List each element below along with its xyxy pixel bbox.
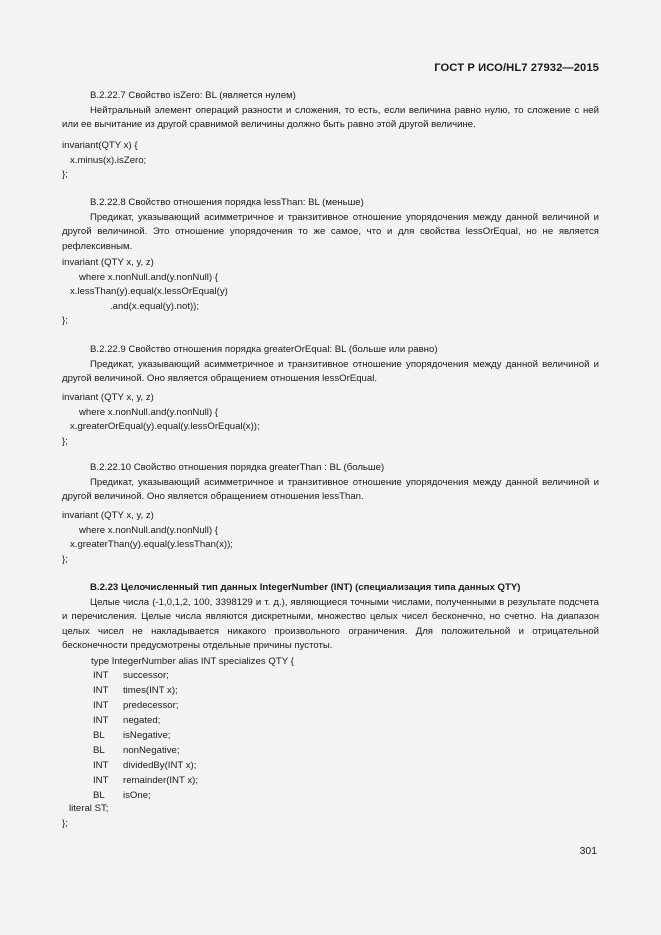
section-integer-number [62, 581, 599, 654]
member-type: INT [93, 670, 109, 681]
code-line: where x.nonNull.and(y.nonNull) { [79, 406, 219, 418]
section-heading: B.2.22.7 Свойство isZero: BL (является нулем) [90, 90, 296, 101]
member-name: dividedBy(INT x); [123, 760, 197, 771]
code-line: x.lessThan(y).equal(x.lessOrEqual(y) [70, 286, 228, 298]
code-line: }; [62, 169, 68, 181]
member-type: BL [93, 745, 105, 756]
section-heading: B.2.22.8 Свойство отношения порядка lessThan: BL (меньше) [90, 197, 364, 208]
code-line: x.greaterThan(y).equal(y.lessThan(x)); [70, 539, 233, 551]
code-less-than [62, 256, 599, 329]
code-line: x.minus(x).isZero; [70, 154, 147, 166]
code-line: invariant (QTY x, y, z) [62, 510, 154, 521]
member-name: times(INT x); [123, 685, 178, 696]
code-line: }; [62, 315, 68, 327]
section-text: Целые числа (-1,0,1,2, 100, 3398129 и т. д.), являющиеся точными числами, полученными в результате подсчета и перечисления. Целые числа являются дискретными, множество целых чисел бесконечно, но счетно. На диапазон целых чисел не накладывается никакого произвольного ограничения. Для положительной и отрицательной бесконечности предусмотрены отдельные причины пустоты. [62, 596, 599, 652]
member-type: INT [93, 700, 109, 711]
list-item [93, 743, 198, 758]
section-heading: B.2.22.9 Свойство отношения порядка greaterOrEqual: BL (больше или равно) [90, 344, 438, 355]
code-line: invariant (QTY x, y, z) [62, 392, 154, 403]
list-item [93, 713, 198, 728]
member-name: negated; [123, 715, 161, 726]
section-greater-than [62, 461, 599, 505]
member-name: successor; [123, 670, 169, 681]
code-line: where x.nonNull.and(y.nonNull) { [79, 524, 219, 536]
document-header: ГОСТ Р ИСО/HL7 27932—2015 [434, 62, 599, 74]
member-name: predecessor; [123, 700, 179, 711]
list-item [93, 758, 198, 773]
page-number: 301 [579, 846, 597, 857]
member-name: remainder(INT x); [123, 775, 198, 786]
list-item [93, 728, 198, 743]
list-item [93, 698, 198, 713]
code-greater-or-equal [62, 391, 599, 449]
code-greater-than [62, 509, 599, 567]
member-type: INT [93, 685, 109, 696]
code-line: invariant(QTY x) { [62, 140, 138, 151]
member-name: nonNegative; [123, 745, 180, 756]
member-name: isNegative; [123, 730, 171, 741]
section-is-zero [62, 89, 599, 133]
literal-line: literal ST; [69, 803, 109, 814]
member-type: BL [93, 790, 105, 801]
code-line: }; [62, 553, 68, 565]
code-line: invariant (QTY x, y, z) [62, 257, 154, 268]
code-line: where x.nonNull.and(y.nonNull) { [79, 271, 219, 283]
member-type: INT [93, 715, 109, 726]
member-name: isOne; [123, 790, 151, 801]
section-heading: B.2.23 Целочисленный тип данных IntegerNumber (INT) (специализация типа данных QTY) [90, 582, 521, 593]
section-text: Предикат, указывающий асимметричное и транзитивное отношение упорядочения между данной величиной и другой величиной. Оно является обращением отношения lessOrEqual. [62, 358, 599, 385]
section-heading: B.2.22.10 Свойство отношения порядка greaterThan : BL (больше) [90, 462, 385, 473]
member-type: BL [93, 730, 105, 741]
list-item [93, 788, 198, 803]
code-line: }; [62, 435, 68, 447]
section-text: Предикат, указывающий асимметричное и транзитивное отношение упорядочения между данной величиной и другой величиной. Оно является обращением отношения lessThan. [62, 476, 599, 503]
section-less-than [62, 196, 599, 254]
list-item [93, 683, 198, 698]
section-text: Нейтральный элемент операций разности и сложения, то есть, если величина равно нулю, то сложение с ней или ее вычитание из другой сравнимой величины должно быть равно этой другой величине. [62, 104, 599, 131]
code-is-zero [62, 139, 599, 183]
type-declaration: type IntegerNumber alias INT specializes QTY { [91, 656, 294, 667]
section-text: Предикат, указывающий асимметричное и транзитивное отношение упорядочения между данной величиной и другой величиной. Это отношение упорядочения то же самое, что и для свойства lessOrEqual, но не является рефлексивным. [62, 211, 599, 252]
code-line: x.greaterOrEqual(y).equal(y.lessOrEqual(x)); [70, 421, 260, 433]
closing-brace: }; [62, 818, 68, 829]
member-type: INT [93, 760, 109, 771]
list-item [93, 773, 198, 788]
member-list [93, 668, 198, 803]
code-line: .and(x.equal(y).not)); [110, 300, 200, 312]
member-type: INT [93, 775, 109, 786]
list-item [93, 668, 198, 683]
section-greater-or-equal [62, 343, 599, 387]
